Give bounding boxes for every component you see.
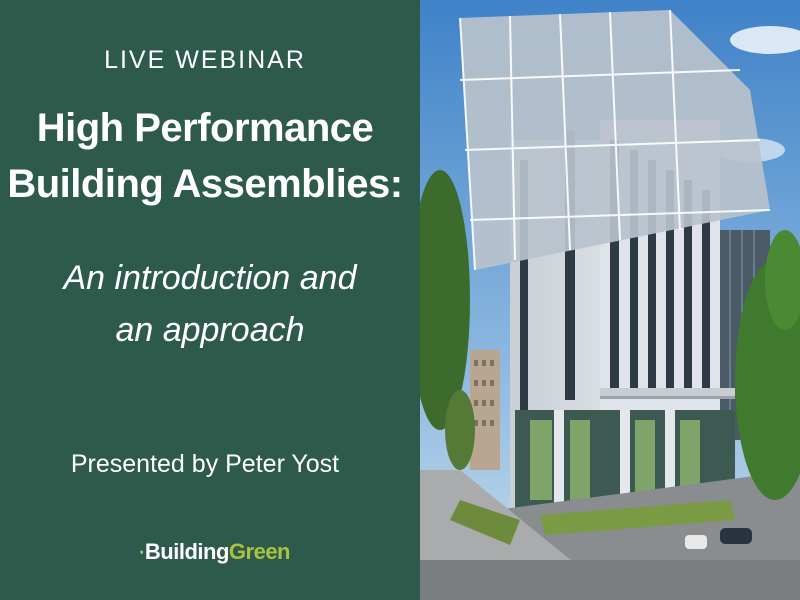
subtitle-line-2: an approach (115, 311, 305, 349)
title-line-1: High Performance (36, 106, 374, 150)
building-photo (420, 0, 800, 600)
buildinggreen-logo (140, 532, 290, 572)
logo-word-green: Green (228, 539, 290, 564)
building-logo-icon (140, 535, 143, 569)
title-line-2: Building Assemblies: (7, 162, 403, 206)
webinar-subtitle (0, 252, 420, 356)
event-type-label: LIVE WEBINAR (104, 46, 306, 74)
logo-word-building: Building (144, 539, 229, 564)
presenter-credit: Presented by Peter Yost (70, 450, 340, 478)
webinar-title (0, 100, 410, 212)
subtitle-line-1: An introduction and (63, 259, 357, 297)
logo-wordmark (145, 539, 290, 565)
